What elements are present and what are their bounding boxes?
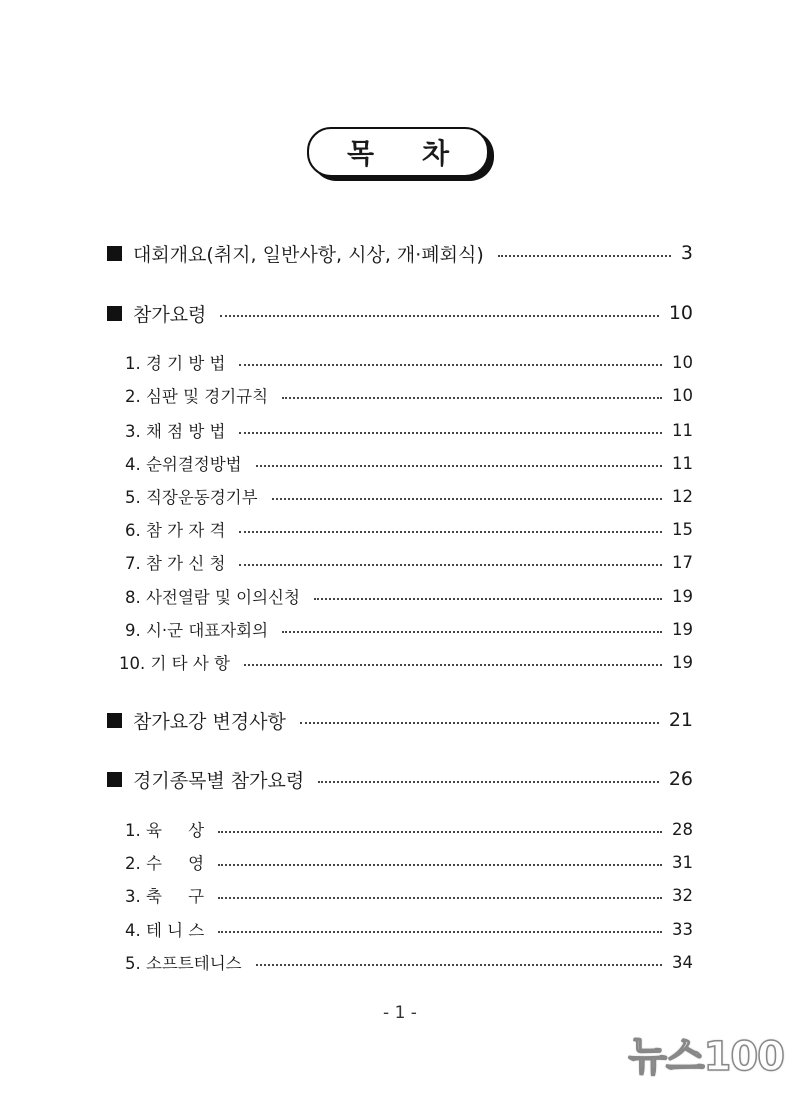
- dot-leader: [218, 864, 662, 866]
- toc-subsection-row: [125, 948, 693, 976]
- toc-section-row: [107, 299, 693, 327]
- toc-subsection-row: [125, 548, 693, 576]
- toc-entry-label: 2. 수 영: [125, 854, 205, 873]
- dot-leader: [218, 931, 662, 933]
- toc-subsection-row: [125, 348, 693, 376]
- square-bullet-icon: [107, 246, 122, 261]
- dot-leader: [318, 781, 659, 783]
- toc-entry-page: 28: [672, 819, 693, 839]
- toc-entry-page: 12: [672, 486, 693, 506]
- toc-subsection-row: [125, 815, 693, 843]
- toc-entry-page: 15: [672, 519, 693, 539]
- toc-entry-label: 대회개요(취지, 일반사항, 시상, 개·폐회식): [133, 243, 484, 266]
- toc-entry-page: 10: [672, 352, 693, 372]
- watermark-logo: 뉴스100: [628, 1034, 784, 1080]
- toc-entry-label: 2. 심판 및 경기규칙: [125, 387, 269, 406]
- dot-leader: [256, 964, 662, 966]
- dot-leader: [314, 598, 662, 600]
- toc-subsection-row: [125, 915, 693, 943]
- toc-section-row: [107, 239, 693, 267]
- toc-subsection-row: [125, 848, 693, 876]
- dot-leader: [239, 432, 662, 434]
- toc-entry-page: 33: [672, 919, 693, 939]
- toc-entry-label: 4. 테 니 스: [125, 921, 205, 940]
- square-bullet-icon: [107, 306, 122, 321]
- toc-entry-page: 19: [672, 619, 693, 639]
- toc-title-char-2: 차: [422, 137, 450, 170]
- toc-entry-label: 8. 사전열람 및 이의신청: [125, 588, 300, 607]
- toc-entry-label: 10. 기 타 사 항: [119, 654, 230, 673]
- toc-entry-label: 7. 참 가 신 청: [125, 554, 226, 573]
- dot-leader: [244, 664, 662, 666]
- dot-leader: [239, 564, 662, 566]
- toc-subsection-row: [125, 416, 693, 444]
- dot-leader: [239, 364, 662, 366]
- toc-entry-label: 1. 육 상: [125, 821, 205, 840]
- toc-entry-label: 1. 경 기 방 법: [125, 354, 226, 373]
- toc-entry-page: 3: [680, 242, 693, 264]
- toc-title-char-1: 목: [346, 137, 374, 170]
- toc-entry-page: 11: [672, 420, 693, 440]
- page-number: - 1 -: [383, 1003, 417, 1023]
- toc-entry-page: 10: [668, 302, 693, 324]
- toc-title: [307, 127, 489, 177]
- toc-section-row: [107, 765, 693, 793]
- dot-leader: [282, 397, 662, 399]
- dot-leader: [498, 255, 671, 257]
- toc-entry-page: 10: [672, 385, 693, 405]
- toc-entry-label: 참가요령: [133, 303, 207, 326]
- toc-entry-page: 19: [672, 652, 693, 672]
- square-bullet-icon: [107, 772, 122, 787]
- dot-leader: [300, 722, 659, 724]
- toc-entry-page: 19: [672, 586, 693, 606]
- toc-subsection-row: [125, 515, 693, 543]
- toc-entry-label: 6. 참 가 자 격: [125, 521, 226, 540]
- toc-entry-page: 21: [668, 709, 693, 731]
- toc-entry-page: 34: [672, 952, 693, 972]
- dot-leader: [218, 897, 662, 899]
- toc-entry-label: 9. 시·군 대표자회의: [125, 621, 269, 640]
- toc-entry-label: 3. 축 구: [125, 887, 205, 906]
- square-bullet-icon: [107, 713, 122, 728]
- toc-entry-page: 31: [672, 852, 693, 872]
- toc-entry-label: 경기종목별 참가요령: [133, 769, 305, 792]
- toc-entry-page: 32: [672, 885, 693, 905]
- toc-subsection-row: [125, 449, 693, 477]
- toc-entry-page: 11: [672, 453, 693, 473]
- toc-section-row: [107, 706, 693, 734]
- toc-subsection-row: [125, 582, 693, 610]
- toc-subsection-row: [125, 615, 693, 643]
- toc-subsection-row: [125, 381, 693, 409]
- toc-entry-label: 3. 채 점 방 법: [125, 422, 226, 441]
- toc-entry-label: 4. 순위결정방법: [125, 455, 242, 474]
- toc-entry-page: 26: [668, 768, 693, 790]
- dot-leader: [272, 498, 662, 500]
- toc-entry-label: 5. 직장운동경기부: [125, 488, 258, 507]
- dot-leader: [220, 315, 658, 317]
- dot-leader: [256, 465, 662, 467]
- toc-subsection-row: [125, 881, 693, 909]
- dot-leader: [239, 531, 662, 533]
- toc-subsection-row: [125, 482, 693, 510]
- dot-leader: [282, 631, 662, 633]
- toc-entry-label: 5. 소프트테니스: [125, 954, 242, 973]
- dot-leader: [218, 831, 662, 833]
- toc-entry-label: 참가요강 변경사항: [133, 710, 286, 733]
- toc-entry-page: 17: [672, 552, 693, 572]
- toc-subsection-row: [119, 648, 693, 676]
